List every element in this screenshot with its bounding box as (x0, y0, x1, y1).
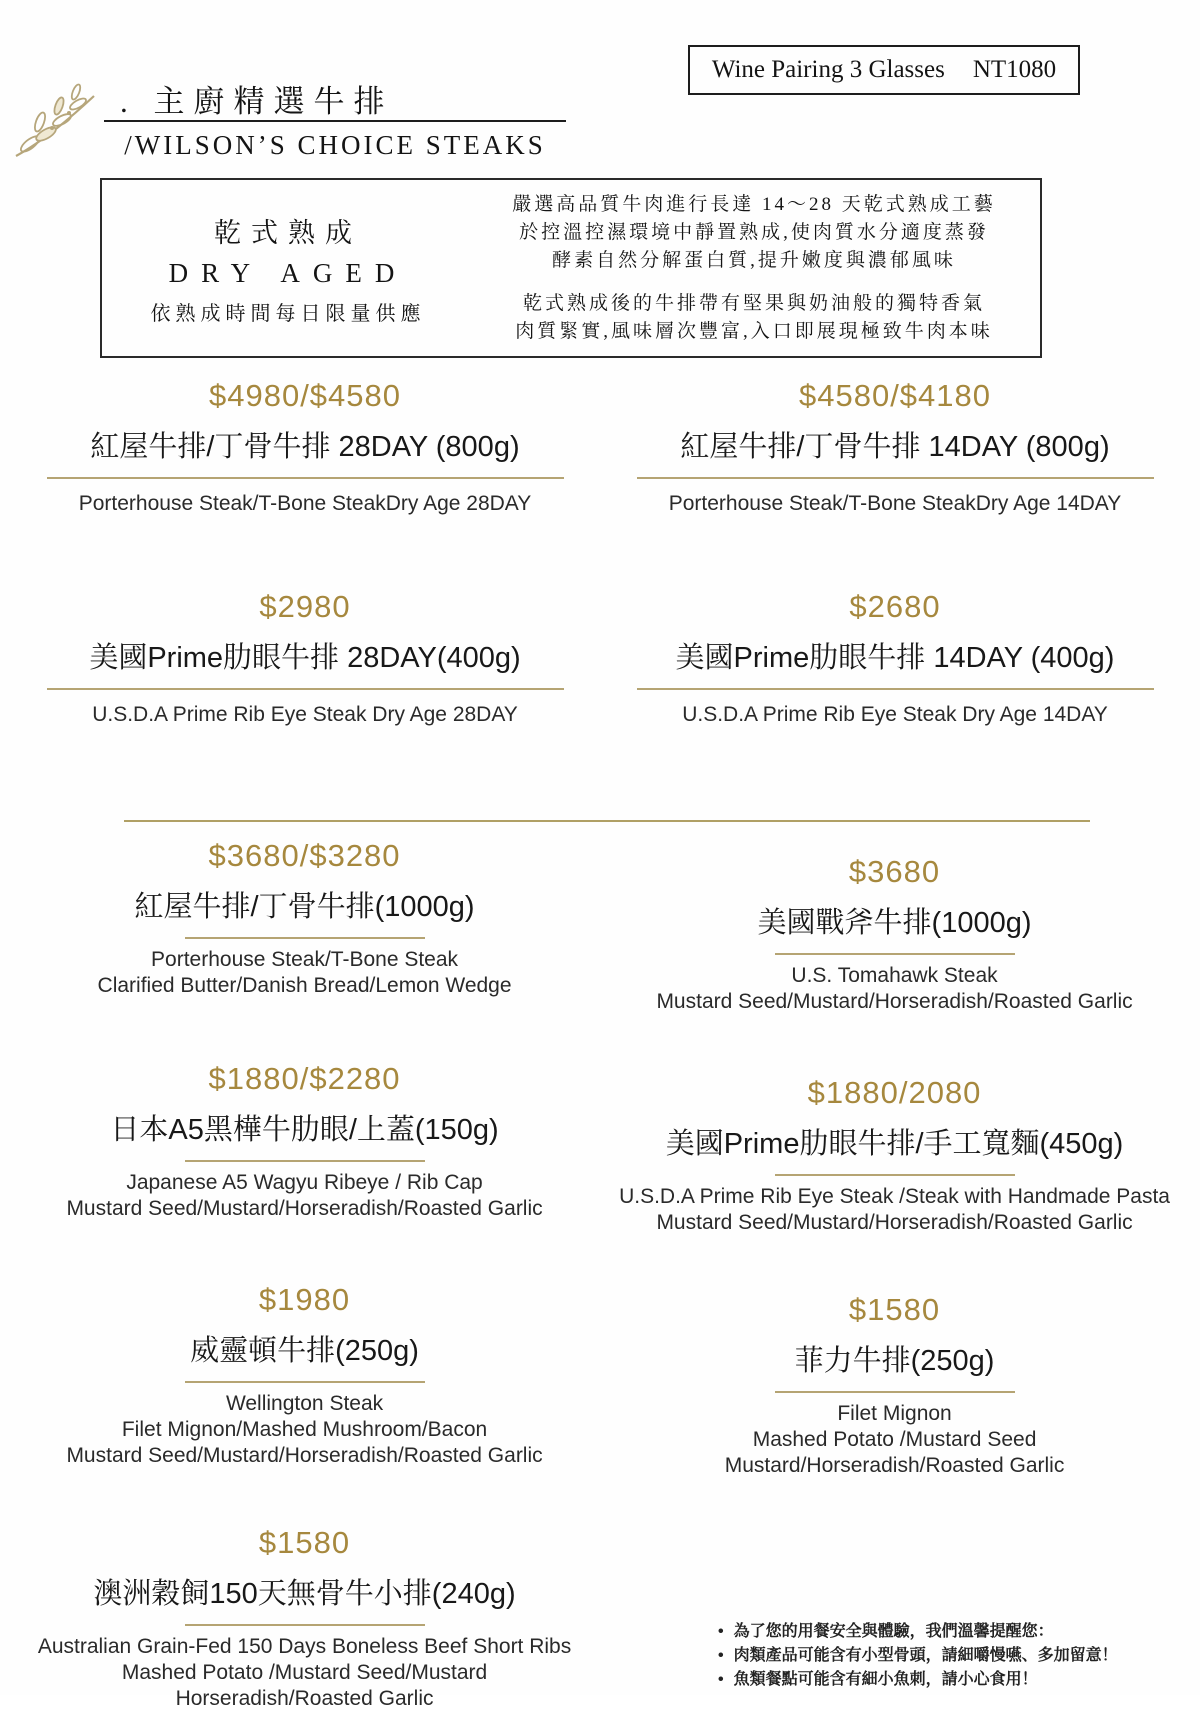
item-underline (185, 1381, 425, 1383)
menu-item-ribeye-14day (620, 589, 1170, 728)
item-underline (775, 953, 1015, 955)
item-desc-line: U.S.D.A Prime Rib Eye Steak Dry Age 14DAY (682, 703, 1108, 726)
item-underline (47, 477, 564, 479)
dry-aged-title-en: DRY AGED (168, 257, 408, 288)
item-name: 美國Prime肋眼牛排/手工寬麵(450g) (665, 1128, 1124, 1160)
item-underline (185, 1160, 425, 1162)
item-desc-line: Horseradish/Roasted Garlic (175, 1687, 434, 1710)
footnote-text: 肉類產品可能含有小型骨頭，請細嚼慢嚥、多加留意！ (733, 1647, 1118, 1664)
laurel-branch-icon (12, 82, 100, 169)
item-desc-line: Clarified Butter/Danish Bread/Lemon Wedge (97, 974, 512, 997)
item-price: $3680/$3280 (208, 838, 401, 873)
item-desc-line: Porterhouse Steak/T-Bone SteakDry Age 14DAY (668, 492, 1122, 515)
item-price: $1880/2080 (807, 1075, 982, 1110)
footnotes (718, 1620, 1118, 1691)
item-price: $1580 (258, 1525, 351, 1560)
dry-aged-box-left (102, 180, 474, 356)
item-name: 紅屋牛排/丁骨牛排(1000g) (134, 891, 475, 923)
item-name: 美國Prime肋眼牛排 14DAY (400g) (675, 642, 1115, 674)
bullet-icon: • (718, 1623, 724, 1640)
menu-item-ribeye-28day (30, 589, 580, 728)
item-name: 威靈頓牛排(250g) (190, 1335, 419, 1367)
menu-item-porterhouse-14day (620, 378, 1170, 517)
item-desc-line: Mustard Seed/Mustard/Horseradish/Roasted Garlic (66, 1444, 543, 1467)
footnote-item (718, 1668, 1118, 1691)
item-desc-line: Australian Grain-Fed 150 Days Boneless Beef Short Ribs (37, 1635, 572, 1658)
bullet-icon: • (718, 1647, 724, 1664)
item-desc-line: Porterhouse Steak/T-Bone SteakDry Age 28DAY (78, 492, 532, 515)
item-underline (637, 688, 1154, 690)
footnote-item (718, 1644, 1118, 1667)
item-underline (47, 688, 564, 690)
item-underline (185, 1624, 425, 1626)
menu-item-tomahawk (619, 838, 1170, 1015)
item-desc-line: Mustard Seed/Mustard/Horseradish/Roasted Garlic (66, 1197, 543, 1220)
item-name: 日本A5黑樺牛肋眼/上蓋(150g) (110, 1114, 499, 1146)
item-price: $3680 (848, 854, 941, 889)
item-name: 美國戰斧牛排(1000g) (757, 907, 1032, 939)
item-underline (775, 1391, 1015, 1393)
item-desc-line: Porterhouse Steak/T-Bone Steak (151, 948, 459, 971)
item-underline (637, 477, 1154, 479)
item-underline (775, 1174, 1015, 1176)
menu-item-porterhouse-1000g (30, 838, 579, 1015)
item-desc-line: U.S.D.A Prime Rib Eye Steak /Steak with Handmade Pasta (619, 1185, 1170, 1208)
item-desc-line: Mustard Seed/Mustard/Horseradish/Roasted Garlic (656, 1211, 1133, 1234)
page-title-zh: . 主廚精選牛排 (120, 84, 394, 119)
item-desc-line: Mustard/Horseradish/Roasted Garlic (724, 1454, 1065, 1477)
dry-aged-desc-line: 嚴選高品質牛肉進行長達 14～28 天乾式熟成工藝 (512, 194, 996, 215)
menu-item-wellington (30, 1282, 579, 1479)
wine-pairing-label: Wine Pairing 3 Glasses (711, 56, 945, 83)
menu-item-filet-mignon (619, 1282, 1170, 1479)
item-desc-line: Filet Mignon/Mashed Mushroom/Bacon (121, 1418, 488, 1441)
bullet-icon: • (718, 1671, 724, 1688)
item-price: $4580/$4180 (798, 378, 992, 413)
item-name: 菲力牛排(250g) (794, 1345, 995, 1377)
item-desc-line: Mashed Potato /Mustard Seed (752, 1428, 1037, 1451)
dry-aged-desc-line: 於控溫控濕環境中靜置熟成,使肉質水分適度蒸發 (519, 222, 989, 243)
item-name: 澳洲穀飼150天無骨牛小排(240g) (93, 1578, 516, 1610)
item-name: 美國Prime肋眼牛排 28DAY(400g) (89, 642, 521, 674)
dry-aged-title-zh: 乾式熟成 (214, 217, 362, 248)
item-price: $1980 (258, 1282, 351, 1317)
wine-pairing-box (688, 45, 1080, 95)
item-price: $4980/$4580 (208, 378, 402, 413)
footnote-text: 為了您的用餐安全與體驗，我們溫馨提醒您： (733, 1623, 1054, 1640)
dry-aged-desc-line: 乾式熟成後的牛排帶有堅果與奶油般的獨特香氣 (522, 293, 985, 314)
item-name: 紅屋牛排/丁骨牛排 28DAY (800g) (90, 431, 520, 463)
item-desc-line: Filet Mignon (837, 1402, 952, 1425)
item-underline (185, 937, 425, 939)
page-title-en: /WILSON’S CHOICE STEAKS (124, 130, 546, 160)
menu-item-wagyu-ribeye (30, 1061, 579, 1236)
item-price: $2980 (259, 589, 351, 624)
item-name: 紅屋牛排/丁骨牛排 14DAY (800g) (680, 431, 1110, 463)
item-price: $2680 (849, 589, 941, 624)
item-desc-line: U.S. Tomahawk Steak (791, 964, 998, 987)
dry-aged-box (100, 178, 1042, 358)
menu-item-porterhouse-28day (30, 378, 580, 517)
title-divider (104, 120, 566, 122)
footnote-item (718, 1620, 1118, 1643)
dry-aged-items-grid (30, 378, 1170, 728)
dry-aged-box-right (474, 180, 1040, 356)
item-desc-line: Mustard Seed/Mustard/Horseradish/Roasted Garlic (656, 990, 1133, 1013)
wine-pairing-price: NT1080 (972, 56, 1057, 83)
dry-aged-desc-line: 肉質緊實,風味層次豐富,入口即展現極致牛肉本味 (515, 321, 993, 342)
dry-aged-paragraph-1 (474, 191, 1034, 274)
item-price: $1880/$2280 (208, 1061, 401, 1096)
dry-aged-desc-line: 酵素自然分解蛋白質,提升嫩度與濃郁風味 (552, 250, 956, 271)
section-divider (124, 820, 1090, 822)
item-desc-line: U.S.D.A Prime Rib Eye Steak Dry Age 28DAY (92, 703, 518, 726)
menu-item-ribeye-pasta (619, 1061, 1170, 1236)
footnote-text: 魚類餐點可能含有細小魚刺，請小心食用！ (733, 1671, 1038, 1688)
item-desc-line: Wellington Steak (225, 1392, 384, 1415)
menu-item-short-ribs (30, 1525, 579, 1712)
dry-aged-subtitle: 依熟成時間每日限量供應 (150, 302, 426, 325)
item-desc-line: Japanese A5 Wagyu Ribeye / Rib Cap (126, 1171, 483, 1194)
item-price: $1580 (848, 1292, 941, 1327)
item-desc-line: Mashed Potato /Mustard Seed/Mustard (121, 1661, 488, 1684)
dry-aged-paragraph-2 (474, 290, 1034, 345)
main-items-grid (30, 838, 1170, 1712)
